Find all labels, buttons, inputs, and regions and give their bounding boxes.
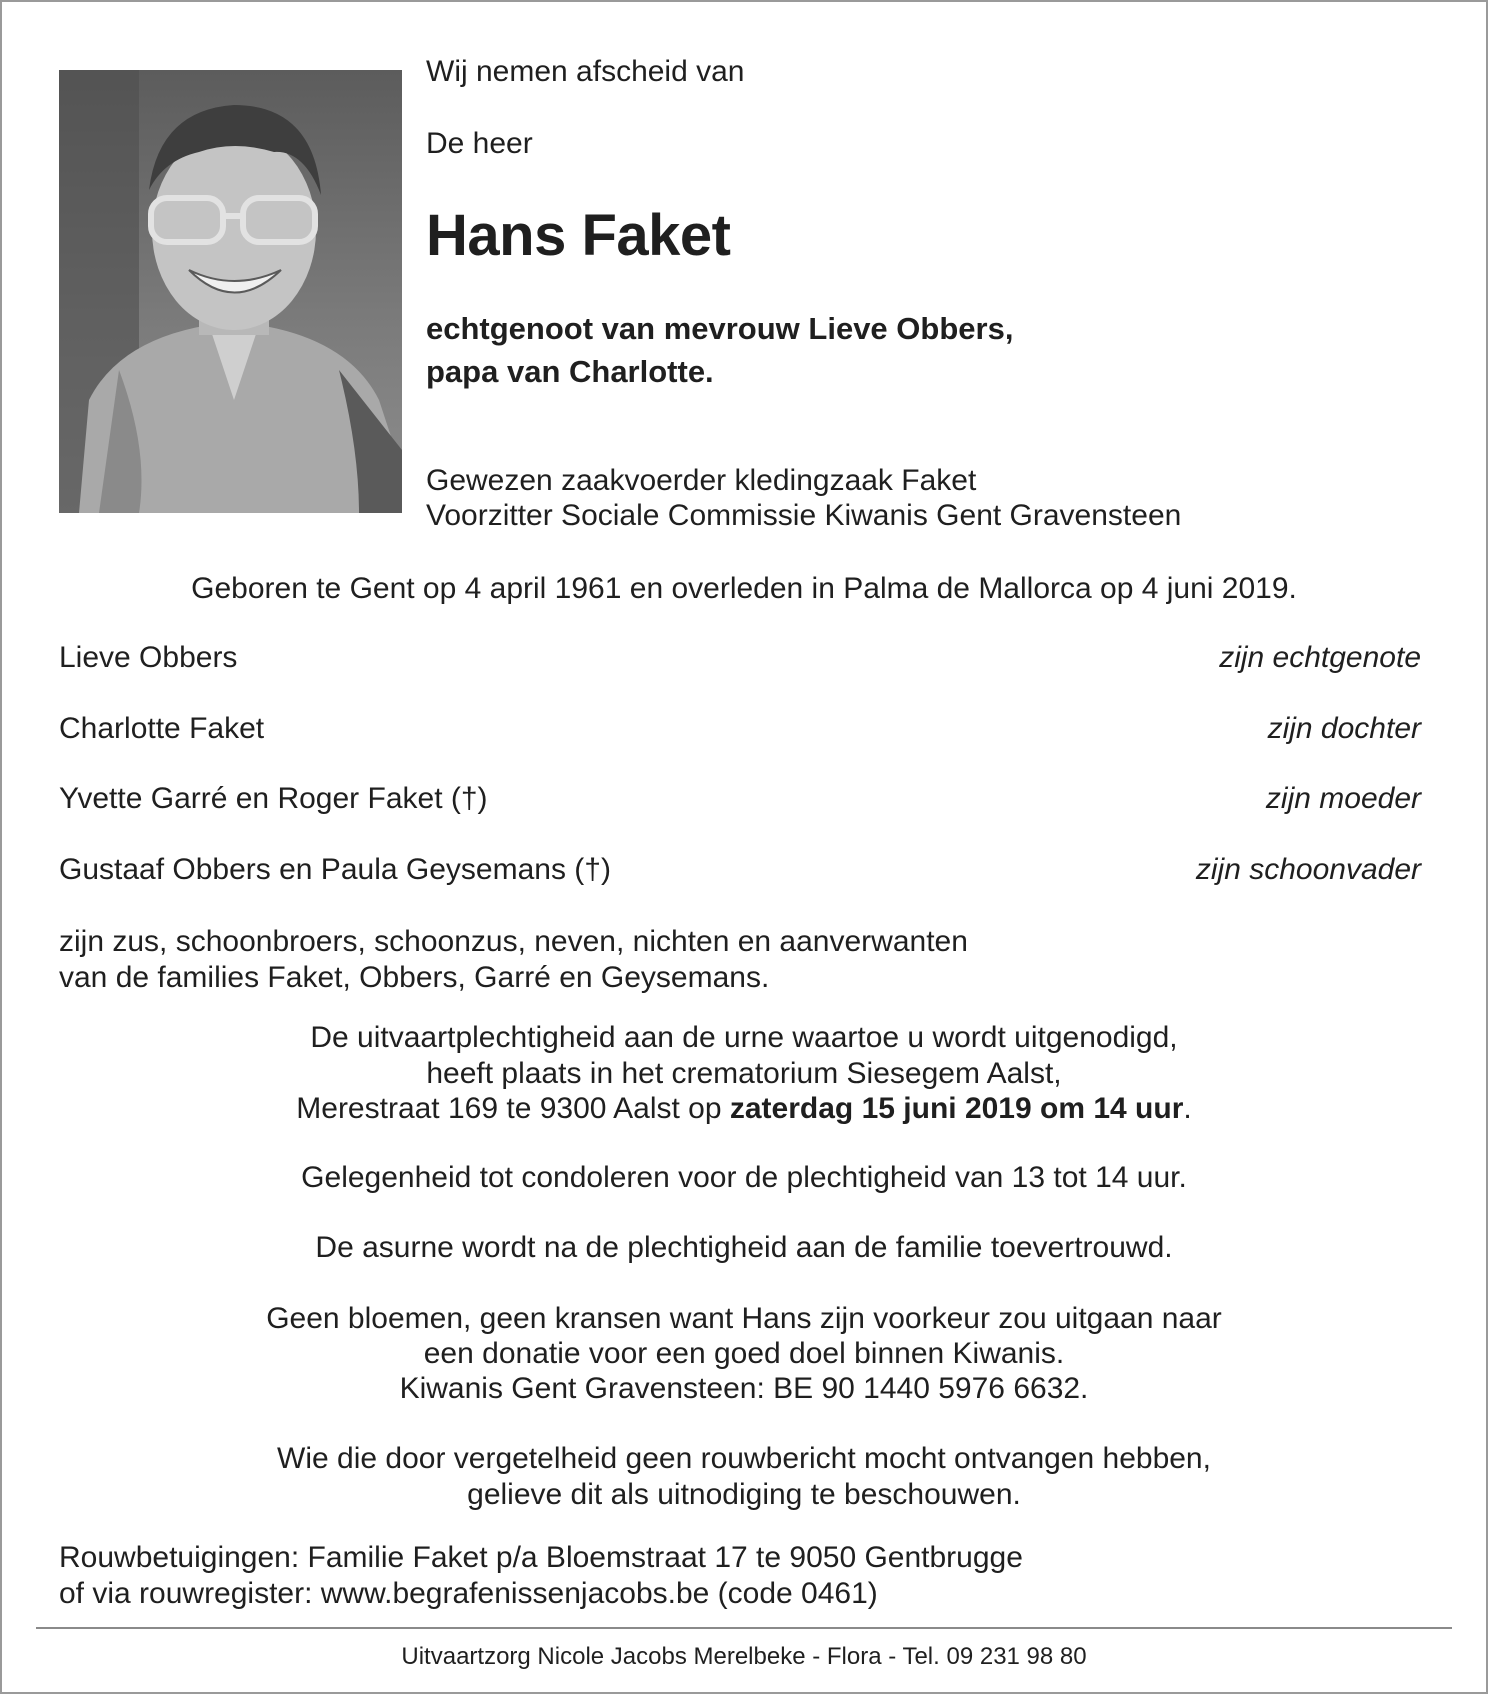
family-row bbox=[59, 852, 1421, 888]
condolence-time: Gelegenheid tot condoleren voor de plechtigheid van 13 tot 14 uur. bbox=[301, 1161, 1187, 1194]
family-member-name: Charlotte Faket bbox=[59, 712, 265, 745]
ceremony-line: heeft plaats in het crematorium Siesegem Aalst, bbox=[426, 1057, 1062, 1090]
footer-divider bbox=[36, 1627, 1452, 1629]
family-relation: zijn schoonvader bbox=[1195, 853, 1421, 886]
ceremony-date-line bbox=[0, 1091, 1488, 1127]
family-member-name: Gustaaf Obbers en Paula Geysemans (†) bbox=[59, 853, 611, 886]
relation-line: papa van Charlotte. bbox=[426, 354, 714, 389]
funeral-home-footer: Uitvaartzorg Nicole Jacobs Merelbeke - Flora - Tel. 09 231 98 80 bbox=[401, 1643, 1087, 1670]
donation-account: Kiwanis Gent Gravensteen: BE 90 1440 5976 6632. bbox=[399, 1372, 1089, 1405]
condolence-register: of via rouwregister: www.begrafenissenjacobs.be (code 0461) bbox=[59, 1577, 878, 1610]
family-member-name: Yvette Garré en Roger Faket (†) bbox=[59, 782, 488, 815]
forgotten-note: Wie die door vergetelheid geen rouwbericht mocht ontvangen hebben, bbox=[277, 1442, 1211, 1475]
other-relatives-line: van de families Faket, Obbers, Garré en Geysemans. bbox=[59, 961, 770, 994]
intro-text: Wij nemen afscheid van bbox=[426, 55, 745, 88]
condolence-address: Rouwbetuigingen: Familie Faket p/a Bloemstraat 17 te 9050 Gentbrugge bbox=[59, 1541, 1023, 1574]
family-member-name: Lieve Obbers bbox=[59, 641, 238, 674]
family-relation: zijn dochter bbox=[1267, 712, 1421, 745]
role-line: Gewezen zaakvoerder kledingzaak Faket bbox=[426, 464, 977, 497]
forgotten-note: gelieve dit als uitnodiging te beschouwen. bbox=[467, 1478, 1021, 1511]
flowers-note: Geen bloemen, geen kransen want Hans zijn voorkeur zou uitgaan naar bbox=[266, 1302, 1222, 1335]
flowers-note: een donatie voor een goed doel binnen Kiwanis. bbox=[423, 1337, 1065, 1370]
urn-note: De asurne wordt na de plechtigheid aan de familie toevertrouwd. bbox=[315, 1231, 1173, 1264]
deceased-name: Hans Faket bbox=[426, 203, 731, 268]
ceremony-date: zaterdag 15 juni 2019 om 14 uur bbox=[729, 1092, 1184, 1125]
ceremony-line: De uitvaartplechtigheid aan de urne waartoe u wordt uitgenodigd, bbox=[310, 1021, 1178, 1054]
ceremony-address: Merestraat 169 te 9300 Aalst op bbox=[296, 1092, 730, 1125]
role-line: Voorzitter Sociale Commissie Kiwanis Gent Gravensteen bbox=[426, 499, 1182, 532]
family-row bbox=[59, 640, 1421, 676]
birth-death-line: Geboren te Gent op 4 april 1961 en overleden in Palma de Mallorca op 4 juni 2019. bbox=[191, 572, 1297, 605]
family-relation: zijn echtgenote bbox=[1219, 641, 1421, 674]
salutation: De heer bbox=[426, 127, 533, 160]
other-relatives-line: zijn zus, schoonbroers, schoonzus, neven, nichten en aanverwanten bbox=[59, 925, 968, 958]
family-relation: zijn moeder bbox=[1265, 782, 1421, 815]
ceremony-period: . bbox=[1183, 1092, 1192, 1125]
portrait-photo bbox=[59, 70, 402, 513]
family-row bbox=[59, 781, 1421, 817]
relation-line: echtgenoot van mevrouw Lieve Obbers, bbox=[426, 311, 1014, 346]
family-row bbox=[59, 711, 1421, 747]
